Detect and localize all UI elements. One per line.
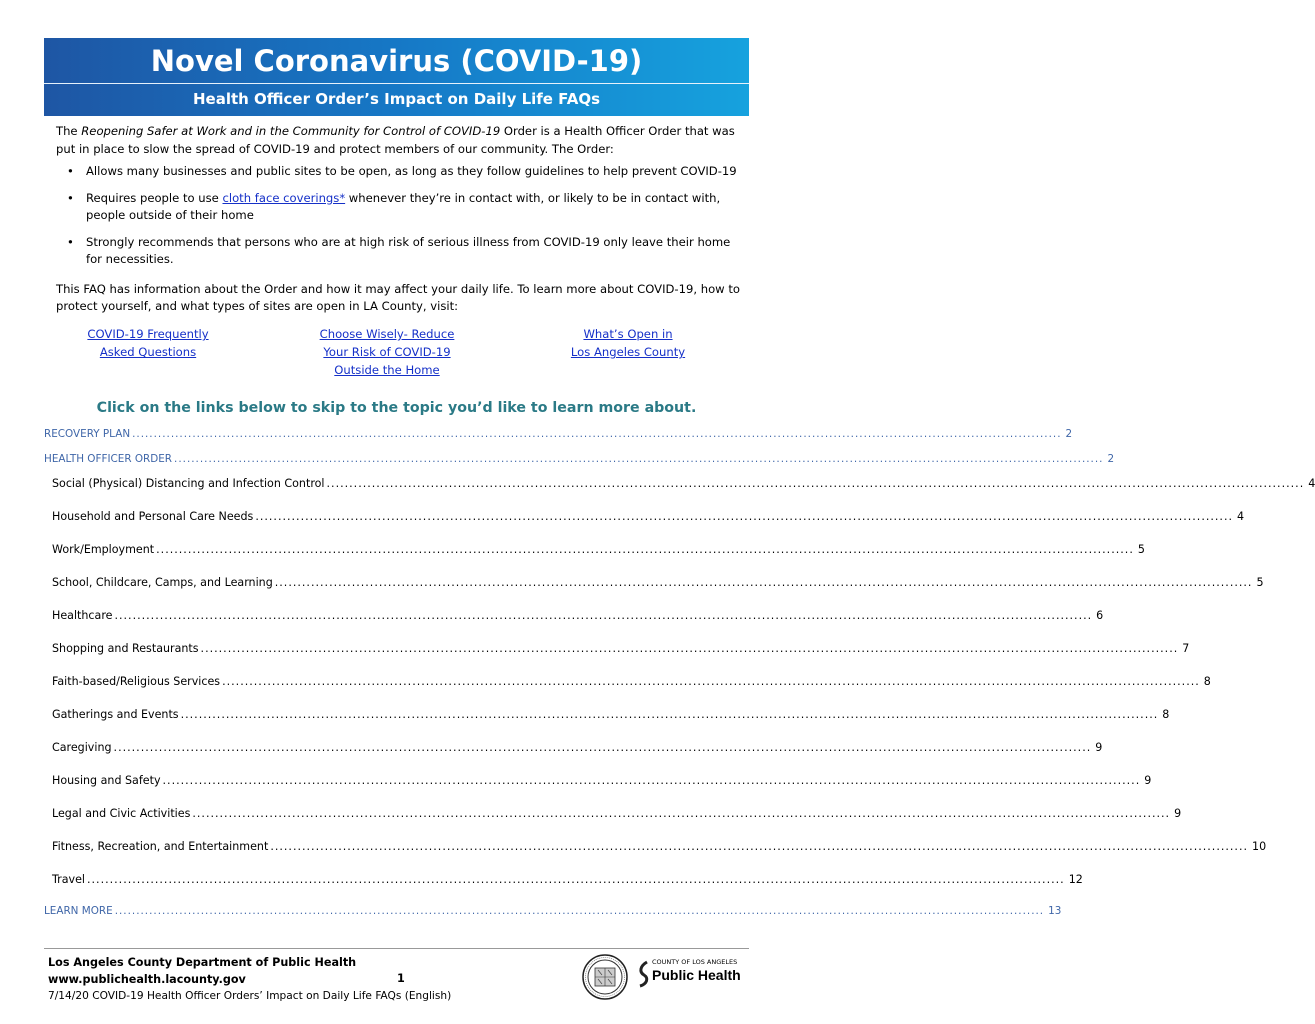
toc-entry[interactable] — [44, 772, 1152, 790]
page-title: Novel Coronavirus (COVID-19) — [150, 44, 643, 78]
toc-entry[interactable] — [44, 673, 1211, 691]
toc-label: RECOVERY PLAN — [44, 428, 131, 440]
toc-entry[interactable] — [44, 508, 1245, 526]
intro-paragraph — [56, 122, 746, 158]
choose-wisely-link-line1[interactable]: Choose Wisely- Reduce — [319, 327, 455, 341]
footer-url: www.publichealth.lacounty.gov — [48, 973, 246, 986]
toc-entry[interactable] — [44, 871, 1083, 889]
toc-entry[interactable] — [44, 574, 1264, 592]
toc-page-number: 8 — [1162, 708, 1170, 721]
toc-leader-dots: ........................................................................................................................................................................................................................ — [113, 741, 1092, 754]
page-number: 1 — [397, 972, 405, 985]
toc-entry[interactable] — [44, 425, 1073, 443]
footer-divider — [44, 948, 749, 949]
page-subtitle: Health Officer Order’s Impact on Daily Life FAQs — [192, 90, 600, 108]
bullet-item — [56, 163, 746, 180]
toc-leader-dots: ........................................................................................................................................................................................................................ — [255, 510, 1234, 523]
toc-page-number: 4 — [1237, 510, 1245, 523]
toc-entry[interactable] — [44, 450, 1115, 468]
public-health-mark-icon — [636, 960, 651, 988]
bullet-dot-icon: • — [67, 235, 74, 249]
toc-page-number: 5 — [1137, 543, 1145, 556]
toc-page-number: 5 — [1256, 576, 1264, 589]
toc-label: Fitness, Recreation, and Entertainment — [52, 840, 269, 853]
public-health-logo — [636, 958, 744, 992]
whats-open-link-line2[interactable]: Los Angeles County — [570, 345, 686, 359]
bullet-text: Strongly recommends that persons who are at high risk of serious illness from COVID-19 only leave their home for necessities. — [86, 235, 731, 266]
toc-entry[interactable] — [44, 640, 1190, 658]
toc-label: Household and Personal Care Needs — [52, 510, 254, 523]
toc-leader-dots: ........................................................................................................................................................................................................................ — [132, 428, 1062, 440]
whats-open-link-block — [533, 325, 723, 361]
toc-label: HEALTH OFFICER ORDER — [44, 453, 173, 465]
choose-wisely-link-line2[interactable]: Your Risk of COVID-19 — [323, 345, 451, 359]
toc-leader-dots: ........................................................................................................................................................................................................................ — [86, 873, 1065, 886]
toc-entry[interactable] — [44, 475, 1315, 493]
toc-page-number: 10 — [1252, 840, 1267, 853]
toc-leader-dots: ........................................................................................................................................................................................................................ — [326, 477, 1305, 490]
toc-entry[interactable] — [44, 902, 1062, 920]
faq-link-line2[interactable]: Asked Questions — [99, 345, 197, 359]
skip-heading: Click on the links below to skip to the topic you’d like to learn more about. — [96, 400, 697, 416]
intro-prefix: The — [56, 124, 82, 138]
toc-page-number: 8 — [1203, 675, 1211, 688]
faq-paragraph: This FAQ has information about the Order and how it may affect your daily life. To learn more about COVID-19, how to protect yourself, and what types of sites are open in LA County, visit: — [56, 282, 740, 313]
bullet-text-prefix: Requires people to use — [86, 191, 223, 205]
toc-page-number: 9 — [1174, 807, 1182, 820]
toc-leader-dots: ........................................................................................................................................................................................................................ — [222, 675, 1200, 688]
faq-link-block — [53, 325, 243, 361]
toc-page-number: 4 — [1308, 477, 1315, 490]
header-divider — [44, 83, 749, 84]
toc-leader-dots: ........................................................................................................................................................................................................................ — [174, 453, 1104, 465]
bullet-item — [56, 190, 746, 224]
toc-label: Shopping and Restaurants — [52, 642, 199, 655]
toc-entry[interactable] — [44, 541, 1145, 559]
county-seal-icon — [582, 954, 628, 1000]
toc-page-number: 2 — [1107, 453, 1115, 465]
toc-page-number: 6 — [1096, 609, 1104, 622]
toc-label: Travel — [52, 873, 85, 886]
toc-page-number: 9 — [1144, 774, 1152, 787]
toc-label: LEARN MORE — [44, 905, 113, 917]
public-health-logo-small-text: COUNTY OF LOS ANGELES — [652, 958, 738, 966]
toc-leader-dots: ........................................................................................................................................................................................................................ — [200, 642, 1179, 655]
toc-leader-dots: ........................................................................................................................................................................................................................ — [114, 609, 1093, 622]
toc-leader-dots: ........................................................................................................................................................................................................................ — [270, 840, 1249, 853]
choose-wisely-link-line3[interactable]: Outside the Home — [334, 363, 440, 377]
toc-leader-dots: ........................................................................................................................................................................................................................ — [274, 576, 1253, 589]
choose-wisely-link-block — [292, 325, 482, 379]
toc-page-number: 9 — [1095, 741, 1103, 754]
toc-leader-dots: ........................................................................................................................................................................................................................ — [180, 708, 1159, 721]
page-footer — [48, 954, 451, 1005]
toc-entry[interactable] — [44, 607, 1104, 625]
bullet-text-suffix: whenever they’re in contact with, or likely to be in contact with, people outside of their home — [86, 191, 721, 222]
toc-label: Gatherings and Events — [52, 708, 179, 721]
toc-label: Caregiving — [52, 741, 112, 754]
toc-label: Faith-based/Religious Services — [52, 675, 221, 688]
order-name: Reopening Safer at Work and in the Community for Control of COVID-19 — [81, 124, 501, 138]
toc-entry[interactable] — [44, 706, 1170, 724]
toc-label: Housing and Safety — [52, 774, 161, 787]
bullet-item — [56, 234, 746, 268]
toc-label: Legal and Civic Activities — [52, 807, 191, 820]
toc-leader-dots: ........................................................................................................................................................................................................................ — [156, 543, 1134, 556]
toc-leader-dots: ........................................................................................................................................................................................................................ — [114, 905, 1045, 917]
toc-leader-dots: ........................................................................................................................................................................................................................ — [192, 807, 1171, 820]
order-bullets — [56, 163, 746, 278]
bullet-text: Allows many businesses and public sites to be open, as long as they follow guidelines to help prevent COVID-19 — [86, 164, 737, 178]
toc-label: School, Childcare, Camps, and Learning — [52, 576, 273, 589]
intro-suffix: Order is a Health Officer Order that was put in place to slow the spread of COVID-19 and protect members of our community. The Order: — [56, 124, 735, 156]
public-health-logo-main-text: Public Health — [652, 967, 741, 983]
toc-label: Social (Physical) Distancing and Infection Control — [52, 477, 325, 490]
toc-page-number: 2 — [1065, 428, 1073, 440]
toc-label: Work/Employment — [52, 543, 155, 556]
footer-department: Los Angeles County Department of Public Health — [48, 956, 357, 969]
bullet-dot-icon: • — [67, 164, 74, 178]
footer-document-info: 7/14/20 COVID-19 Health Officer Orders’ Impact on Daily Life FAQs (English) — [48, 990, 452, 1002]
toc-entry[interactable] — [44, 739, 1103, 757]
toc-page-number: 13 — [1048, 905, 1062, 917]
toc-label: Healthcare — [52, 609, 113, 622]
page-header — [44, 38, 749, 116]
toc-entry[interactable] — [44, 838, 1267, 856]
toc-leader-dots: ........................................................................................................................................................................................................................ — [162, 774, 1141, 787]
toc-entry[interactable] — [44, 805, 1182, 823]
toc-page-number: 7 — [1182, 642, 1190, 655]
whats-open-link-line1[interactable]: What’s Open in — [583, 327, 673, 341]
toc-page-number: 12 — [1068, 873, 1083, 886]
bullet-dot-icon: • — [67, 191, 74, 205]
faq-link-line1[interactable]: COVID-19 Frequently — [87, 327, 209, 341]
cloth-face-coverings-link[interactable]: cloth face coverings* — [222, 191, 346, 205]
